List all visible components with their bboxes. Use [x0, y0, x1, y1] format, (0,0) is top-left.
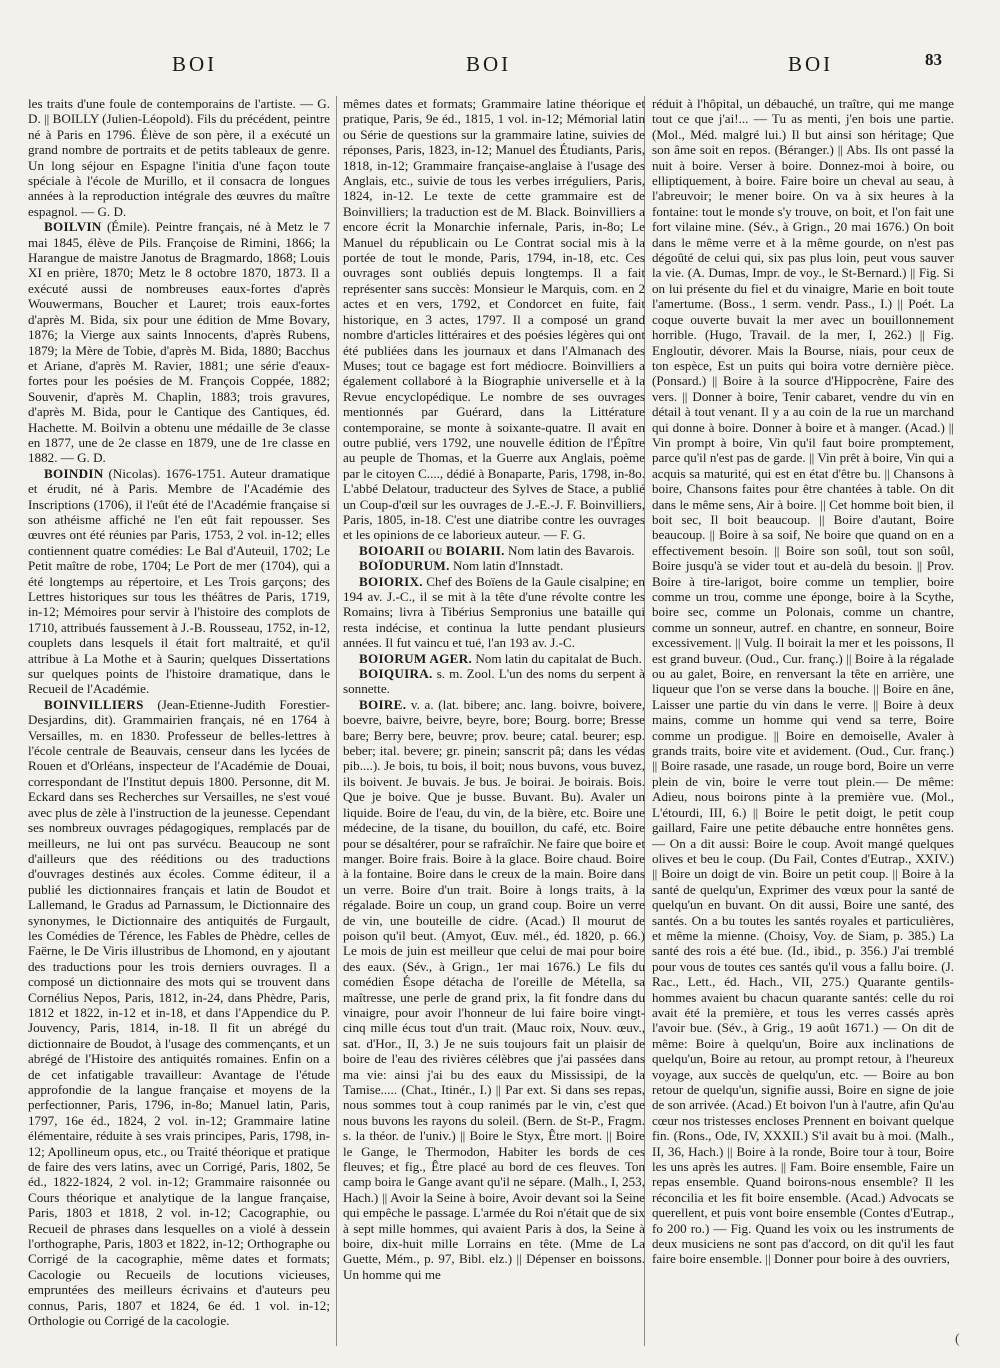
entry-headword: BOÏODURUM. — [359, 558, 450, 574]
entry-headword: BOIQUIRA. — [359, 666, 433, 682]
page-number: 83 — [925, 50, 942, 69]
entry-text: Chef des Boïens de la Gaule cisalpine; en 194 av. J.-C., il se mit à la tête d'une révolte contre les Romains; livra à Tibérius Sempronius une bataille qui resta indécise, et continua la lutte pendant plusieurs années. Il fut vaincu et tué, l'an 193 av. J.-C. — [343, 573, 645, 651]
entry-text: réduit à l'hôpital, un débauché, un traître, qui me mange tout ce que j'ai!... — Tu as menti, j'en bois une partie. (Mol., Méd. malgré lui.) Il but ainsi son héritage; Que son âme soit en repos. (Béranger.) || Abs. Ils ont passé la nuit à boire. Verser à boire. Donnez-moi à boire, ou elliptiquement, à boire. Faire boire un cheval au seau, à l'abreuvoir; le mener boire. On va à six heures à la fontaine: tout le monde s'y trouve, on boit, et l'on fait une fort vilaine mine. (Sév., à Grign., 20 mai 1676.) On boit dans le même verre et à la même gourde, on n'est pas dégoûté de celui qui, six pas plus loin, peut vous sauver la vie. (A. Dumas, Impr. de voy., le St-Bernard.) || Fig. Si on lui présente du fiel et du vinaigre, Marie en boit toute l'amertume. (Boss., 1 serm. vendr. Pass., I.) || Poét. La coque ouverte buvait la mer avec un bouillonnement horrible. (Hugo, Travail. de la mer, I, 262.) || Fig. Engloutir, dévorer. Mais la Bourse, niais, pour ceux de ton espèce, Est un puits qui boira votre dernière pièce. (Ponsard.) || Boire à la source d'Hippocrène, Faire des vers. || Donner à boire, Tenir cabaret, vendre du vin en détail à tout venant. Il y a au coin de la rue un marchand qui donne à boire. Donner à boire et à manger. (Acad.) || Vin prompt à boire, Vin qu'il faut boire promptement, parce qu'il n'est pas de garde. || Vin prêt à boire, Vin qui a acquis sa maturité, qui est en état d'être bu. || Chansons à boire, Chansons faites pour être chantées à table. On dit dans le même sens, Air à boire. || Cet homme boit bien, il boit sec, Il boit beaucoup. || Boire d'autant, Boire beaucoup. || Boire à sa soif, Ne boire que quand on en a effectivement besoin. || Boire son soûl, tout son soûl, Boire jusqu'à se vider tout et au-delà du besoin. || Prov. Boire à tire-larigot, boire comme un templier, boire comme un trou, comme une éponge, boire à la Scythe, boire sec, comme un Polonais, comme un chantre, comme un sonneur, autref. en chantre, en sonneur, Boire excessivement. || Vulg. Il boirait la mer et les poissons, Il est grand buveur. (Oud., Cur. franç.) || Boire à la régalade ou au galet, Boire, en renversant la tête en arrière, une liqueur que l'on se verse dans la bouche. || Boire en âne, Laisser une partie du vin dans le verre. || Boire à deux mains, comme un homme qui vend sa terre, Boire comme un prodigue. || Boire en demoiselle, Avaler à grands traits, boire vite et avidement. (Oud., Cur. franç.) || Boire rasade, une rasade, un rouge bord, Boire un verre plein de vin, boire le verre tout plein.— De même: Adieu, nous boirons pinte à la première vue. (Mol., L'étourdi, III, 6.) || Boire le petit doigt, le petit coup gaillard, Faire une petite débauche entre honnêtes gens. — On a dit aussi: Boire le coup. Avoit mangé quelques olives et beu le coup. (Du Fail, Contes d'Eutrap., XXIV.) || Boire un doigt de vin. Boire un petit coup. || Boire à la santé de quelqu'un, Exprimer des vœux pour la santé de quelqu'un en buvant. On dit aussi, Boire une santé, des santés. On a bu toutes les santés royales et particulières, et même la mienne. (Choisy, Voy. de Siam, p. 385.) La santé des rois a été bue. (Id., ibid., p. 356.) J'ai tremblé pour vous de toutes ces santés qu'il vous a fallu boire. (J. Rac., Lett., éd. Hach., VII, 275.) Quarante gentils-hommes avaient bu chacun quarante santés: celle du roi avait été la première, et tous les verres cassés après l'avoir bue. (Sév., à Grig., 19 août 1671.) — On dit de même: Boire à quelqu'un, Boire aux inclinations de quelqu'un, Boire au retour, au prompt retour, à l'heureux voyage, aux succès de quelqu'un, etc. — Boire au bon retour de quelqu'un, signifie aussi, Boire en signe de joie de son arrivée. (Acad.) Et boivon l'un à l'autre, afin Qu'au cœur nos tristesses encloses Prennent en boivant quelque fin. (Rons., Ode, IV, XXXII.) S'il avait bu à moi. (Malh., II, 36, Hach.) || Boire à la ronde, Boire tour à tour, Boire les uns après les autres. || Fam. Boire ensemble, Faire un repas ensemble. Quand boirons-nous ensemble? Il les réconcilia et les fit boire ensemble. (Acad.) Advocats se querellent, et puis vont boire ensemble (Contes d'Eutrap., fo 200 ro.) — Fig. Quand les voix ou les instruments de deux musiciens ne sont pas d'accord, on dit qu'il les faut faire boire ensemble. || Donner pour boire à des ouvriers, — [652, 96, 954, 1267]
entry-text: v. a. (lat. bibere; anc. lang. boivre, boivere, boevre, baivre, beivre, beyre, bore; Bourg. borre; Bresse bare; Berry bere, beuvre; prov. beure; catal. beurer; esp. beber; ital. bevere; gr. pinein; sanscrit pâ; dans les védas pib....). Je bois, tu bois, il boit; nous buvons, vous buvez, ils boivent. Je buvais. Je bus. Je boirai. Je boirais. Bois. Que je boive. Que je busse. Buvant. Bu). Avaler un liquide. Boire de l'eau, du vin, de la bière, etc. Boire une médecine, de la tisane, du bouillon, du café, etc. Boire pour se désaltérer, pour se rafraîchir. Ne faire que boire et manger. Boire frais. Boire à la glace. Boire chaud. Boire à la fontaine. Boire dans le creux de la main. Boire dans un verre. Boire d'un trait. Boire à longs traits, à la régalade. Boire un coup, un grand coup. Boire un verre de vin, une bouteille de cidre. (Acad.) Il mourut de poison qu'il beut. (Amyot, Œuv. mél., éd. 1820, p. 66.) Le mois de juin est meilleur que celui de mai pour boire des eaux. (Sév., à Grign., 1er mai 1676.) Le fils du comédien Ésope détacha de l'oreille de Métella, sa maîtresse, une perle de grand prix, la fit fondre dans du vinaigre, pour avoir l'honneur de lui faire boire vingt-cinq mille écus tout d'un trait. (Mauc roix, Nouv. œuv., sat. d'Hor., II, 3.) Je ne suis toujours fait un plaisir de boire de l'eau des rivières célèbres que j'ai passées dans ma vie: ainsi j'ai bu des eaux du Mississipi, de la Tamise..... (Chat., Itinér., I.) || Par ext. Si dans ses repas, nous sommes tout à coup ranimés par le vin, c'est que nous buvons les rayons du soleil. (Bern. de St-P., Fragm. s. la théor. de l'univ.) || Boire le Styx, Être mort. || Boire le Gange, le Thermodon, Habiter les bords de ces fleuves; et fig., Être placé au bord de ces fleuves. Ton camp boira le Gange avant qu'il ne sépare. (Malh., I, 253, Hach.) || Avoir la Seine à boire, Avoir devant soi la Seine qui empêche le passage. L'armée du Roi n'était que de six à sept mille hommes, qui avaient Paris à dos, la Seine à boire, dix-huit mille Lorrains en tête. (Mme de La Guette, Mém., p. 97, Bibl. elz.) || Dépenser en boissons. Un homme qui me — [343, 696, 645, 1282]
entry-text: Nom latin d'Innstadt. — [452, 558, 564, 574]
running-head-right: BOI — [788, 52, 834, 76]
footer-mark: ( — [955, 1332, 960, 1347]
text-column-2 — [343, 96, 645, 1351]
running-head-center: BOI — [466, 52, 512, 76]
entry-text: (Nicolas). 1676-1751. Auteur dramatique et érudit, né à Paris. Membre de l'Académie des Inscriptions (1706), il l'eût été de l'Académie française si son athéisme affiché ne l'en eût fait repousser. Ses œuvres ont été réunies par Paris, 1753, 2 vol. in-12; elles contiennent quatre comédies: Le Bal d'Auteuil, 1702; Le Petit maître de robe, 1704; Le Port de mer (1704), qui a été longtemps au répertoire, et Les Trois garçons; des Lettres historiques sur tous les théâtres de Paris, 1719, in-12; Mémoires pour servir à l'histoire des complots de 1710, attribués faussement à J.-B. Rousseau, 1752, in-12, couplets dans lesquels il était fort maltraité, et qu'il attribue à La Mothe et à Saurin; quelques Dissertations sur quelques points de l'histoire dramatique, dans le Recueil de l'Académie. — [28, 465, 330, 697]
column-divider — [336, 96, 337, 1346]
running-head-left: BOI — [172, 52, 218, 76]
entry-headword: BOIORIX. — [359, 573, 423, 589]
text-column-3 — [652, 96, 954, 1351]
continued-text — [652, 96, 954, 1267]
dictionary-entry — [343, 574, 645, 651]
entry-text: (Jean-Etienne-Judith Forestier-Desjardins, dit). Grammairien français, né en 1764 à Versailles, m. en 1830. Professeur de belles-lettres à l'école centrale de Beauvais, censeur dans les lycées de Rouen et d'Orléans, inspecteur de l'Académie de Douai, correspondant de l'Institut depuis 1800. Personne, dit M. Eckard dans ses Recherches sur Versailles, ne s'est voué avec plus de zèle à l'instruction de la jeunesse. Cependant ses nombreux ouvrages pédagogiques, remplacés par de meilleurs, ne lui ont pas survécu. Beaucoup ne sont d'ailleurs que des rééditions ou des traductions d'ouvrages destinés aux écoles. Comme éditeur, il a publié les dictionnaires français et latin de Boudot et Lallemand, le Gradus ad Parnassum, le Dictionnaire des synonymes, le Dictionnaire des antiquités de Furgault, les Comédies de Térence, les Fables de Phèdre, celles de Faërne, le De Viris illustribus de Lhomond, en y ajoutant des traductions pour les trois derniers ouvrages. Il a composé un dictionnaire des mots qui se trouvent dans Cornélius Nepos, Paris, 1812, in-24, dans Phèdre, Paris, 1812 et 1822, in-12 et in-18, et dans l'Appendice du P. Jouvency, Paris, 1814, in-18. Il fit un abrégé du dictionnaire de Boudot, à l'usage des commençants, et un abrégé de l'Histoire des antiquités romaines. Enfin on a de cet infatigable travailleur: Avantage de l'étude approfondie de la langue française et moyens de la perfectionner, Paris, 1796, in-8o; Manuel latin, Paris, 1797, 16e éd., 1824, 2 vol. in-12; Grammaire latine élémentaire, réduite à ses vrais principes, Paris, 1798, in-12; Apollineum opus, etc., ou Traité théorique et pratique de faire des vers latins, avec un Corrigé, Paris, 1802, 5e éd., 1822-1824, 2 vol. in-12; Grammaire raisonnée ou Cours théorique et analytique de la langue française, Paris, 1803 et 1818, 2 vol. in-12; Cacographie, ou Recueil de phrases dans lesquelles on a violé à dessein l'orthographe, Paris, 1803 et 1822, in-12; Orthographe ou Corrigé de la cacographie, même dates et formats; Cacologie ou Recueils de locutions vicieuses, empruntées des meilleurs écrivains et d'auteurs peu connus, Paris, 1807 et 1824, 6e éd. 1 vol. in-12; Orthologie ou Corrigé de la cacologie. — [28, 696, 330, 1329]
entry-text: Nom latin des Bavarois. — [508, 542, 635, 558]
entry-headword: BOILVIN — [44, 219, 102, 235]
dictionary-entry — [28, 466, 330, 697]
entry-text: s. m. Zool. L'un des noms du serpent à sonnette. — [343, 666, 645, 697]
dictionary-entry — [343, 651, 645, 666]
entry-text: Nom latin du capitalat de Buch. — [475, 650, 642, 666]
entry-text: (Émile). Peintre français, né à Metz le 7 mai 1845, élève de Pils. Françoise de Rimini, 1866; la Harangue de maistre Janotus de Bragmardo, 1868; Louis XI en prière, 1870; Metz le 8 octobre 1870, 1873. Il a exécuté aussi de nombreuses eaux-fortes d'après Wouwermans, Boucher et Lauret; trois eaux-fortes d'après M. Bida, six pour une édition de Mme Bovary, 1876; la Vierge aux saints Innocents, d'après Rubens, 1879; la Mère de Tobie, d'après M. Bida, 1880; Bacchus et Ariane, d'après M. Ravier, 1881; une série d'eaux-fortes pour les poésies de M. François Coppée, 1882; Souvenir, d'après M. Chaplin, 1883; trois gravures, d'après M. Bida, pour le Cantique des Cantiques, éd. Hachette. M. Boilvin a obtenu une médaille de 3e classe en 1877, une de 2e classe en 1879, une de 1re classe en 1882. — G. D. — [28, 219, 330, 466]
entry-text: mêmes dates et formats; Grammaire latine théorique et pratique, Paris, 9e éd., 1815, 1 vol. in-12; Mémorial latin ou Série de questions sur la grammaire latine, suivies de réponses, Paris, 1823, in-12; Manuel des Étudiants, Paris, 1818, in-12; Grammaire française-anglaise à l'usage des Anglais, etc., suivie de tous les verbes irréguliers, Paris, 1824, in-12. Le texte de cette grammaire est de Boinvilliers; la traduction est de M. Black. Boinvilliers a encore écrit la Monarchie infernale, Paris, in-8o; Le Manuel du républicain ou Le Contrat social mis à la portée de tout le monde, Paris, 1794, in-18, etc. Ces ouvrages sont oubliés depuis longtemps. Il a fait représenter sans succès: Monsieur le Marquis, com. en 2 actes et en vers, 1792, et Condorcet en fuite, fait historique, en 3 actes, 1797. Il a composé un grand nombre d'articles littéraires et des poésies légères qui ont été publiées dans les journaux et dans l'Almanach des Muses; tout ce bagage est fort médiocre. Boinvilliers a également collaboré à la Biographie universelle et à la Revue encyclopédique. Le nombre de ses ouvrages mentionnés par Guérard, dans la Littérature contemporaine, se monte à soixante-quatre. Il avait en outre publié, vers 1792, une nouvelle édition de l'Épître au peuple de Thomas, et la Guerre aux Anglais, poème par le citoyen C...., dédié à Bonaparte, Paris, 1798, in-8o. L'abbé Delatour, traducteur des Sylves de Stace, a publié un Coup-d'œil sur les ouvrages de J.-E.-J. F. Boinvilliers, Paris, 1805, in-18. C'est une diatribe contre les ouvrages et les opinions de ce laborieux auteur. — F. G. — [343, 96, 645, 543]
entry-headword: BOIORUM AGER. — [359, 650, 473, 666]
dictionary-entry — [343, 543, 645, 558]
dictionary-entry — [343, 558, 645, 573]
entry-headword: BOINVILLIERS — [44, 696, 144, 712]
continued-text — [343, 96, 645, 543]
entry-headword: BOINDIN — [44, 465, 104, 481]
continued-text — [28, 96, 330, 219]
dictionary-entry — [343, 697, 645, 1282]
dictionary-entry — [28, 697, 330, 1329]
entry-headword: BOIOARII ou BOIARII. — [359, 542, 505, 558]
entry-headword: BOIRE. — [359, 696, 407, 712]
dictionary-entry — [28, 219, 330, 466]
text-column-1 — [28, 96, 330, 1351]
dictionary-entry — [343, 666, 645, 697]
entry-text: les traits d'une foule de contemporains de l'artiste. — G. D. || BOILLY (Julien-Léopold). Fils du précédent, peintre né à Paris en 1796. Élève de son père, il a exécuté un grand nombre de portraits et de petits tableaux de genre. Un long séjour en Espagne l'initia d'une façon toute spéciale à l'école de Murillo, et il consacra de longues années à la reproduction intégrale des œuvres du maître espagnol. — G. D. — [28, 96, 330, 219]
